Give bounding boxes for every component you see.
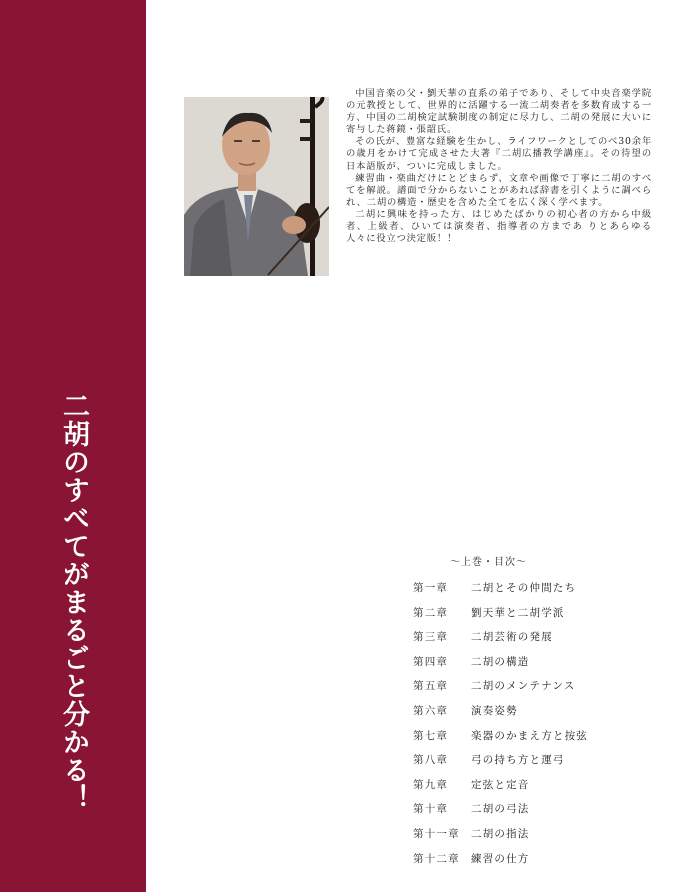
author-photo <box>184 97 329 276</box>
chapter-title: 二胡の指法 <box>471 827 530 840</box>
chapter-title: 楽器のかまえ方と按弦 <box>471 729 588 742</box>
chapter-title: 二胡の構造 <box>471 655 530 668</box>
chapter-number: 第九章 <box>413 778 449 791</box>
toc-item <box>413 801 653 826</box>
toc-item <box>413 826 653 851</box>
intro-paragraph: 中国音楽の父・劉天華の直系の弟子であり、そして中央音楽学院の元教授として、世界的に活躍する一流二胡奏者を多数育成する一方、中国の二胡検定試験制度の制定に尽力し、二胡の発展に大いに寄与した蒋鏡・張韶氏。 <box>346 88 652 136</box>
chapter-number: 第七章 <box>413 729 449 742</box>
toc-item <box>413 678 653 703</box>
chapter-title: 劉天華と二胡学派 <box>471 606 565 619</box>
chapter-title: 二胡芸術の発展 <box>471 631 553 644</box>
intro-text <box>346 88 652 245</box>
chapter-title: 弓の持ち方と運弓 <box>471 754 565 767</box>
chapter-number: 第十二章 <box>413 852 460 865</box>
chapter-title: 練習の仕方 <box>471 852 530 865</box>
vertical-title: 二胡のすべてがまるごと分かる！ <box>58 392 89 812</box>
chapter-number: 第五章 <box>413 680 449 693</box>
toc-item <box>413 728 653 753</box>
toc-item <box>413 752 653 777</box>
chapter-number: 第十一章 <box>413 827 460 840</box>
toc-item <box>413 703 653 728</box>
intro-paragraph: その氏が、豊富な経験を生かし、ライフワークとしてのべ30余年の歳月をかけて完成させた大著『二胡広播教学講座』。その待望の日本語版が、ついに完成しました。 <box>346 136 652 172</box>
intro-paragraph: 二胡に興味を持った方、はじめたばかりの初心者の方から中級者、上級者、ひいては演奏者、指導者の方まであ りとあらゆる人々に役立つ決定版！！ <box>346 208 652 245</box>
chapter-number: 第六章 <box>413 704 449 717</box>
chapter-number: 第八章 <box>413 754 449 767</box>
chapter-title: 二胡のメンテナンス <box>471 680 576 693</box>
toc-item <box>413 777 653 802</box>
toc-heading: 〜上巻・目次〜 <box>450 557 527 568</box>
toc-item <box>413 654 653 679</box>
chapter-number: 第四章 <box>413 655 449 668</box>
toc-item <box>413 580 653 605</box>
intro-paragraph: 練習曲・楽曲だけにとどまらず、文章や画像で丁寧に二胡のすべてを解説。譜面で分からないことがあれば辞書を引くように調べられ、二胡の構造・歴史を含めた全てを広く深く学べます。 <box>346 172 652 208</box>
toc-item <box>413 851 653 876</box>
table-of-contents <box>413 580 653 875</box>
chapter-title: 二胡とその仲間たち <box>471 582 577 594</box>
chapter-title: 二胡の弓法 <box>471 803 530 816</box>
chapter-title: 演奏姿勢 <box>471 704 518 717</box>
chapter-title: 定弦と定音 <box>471 778 530 791</box>
toc-item <box>413 605 653 630</box>
chapter-number: 第十章 <box>413 803 449 816</box>
toc-item <box>413 629 653 654</box>
chapter-number: 第三章 <box>413 631 449 644</box>
chapter-number: 第一章 <box>413 582 449 594</box>
chapter-number: 第二章 <box>413 606 449 619</box>
